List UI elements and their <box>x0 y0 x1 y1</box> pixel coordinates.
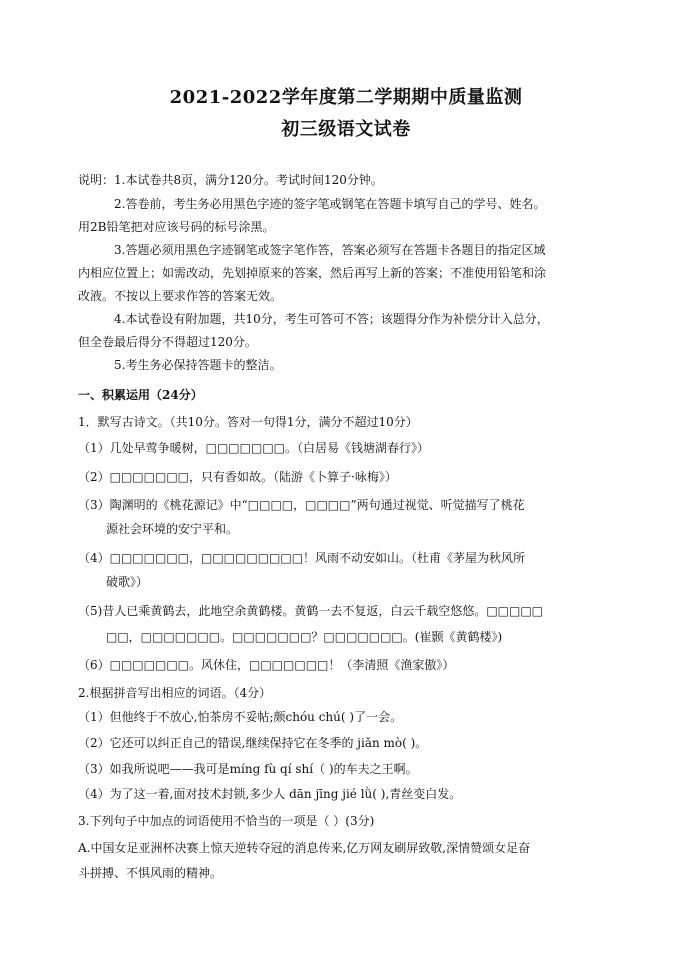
section-title: 一、积累运用（24分） <box>78 388 203 402</box>
instruction-line: 改液。不按以上要求作答的答案无效。 <box>78 289 283 303</box>
instruction-line: 3.答题必须用黑色字迹钢笔或签字笔作答，答案必须写在答题卡各题目的指定区域 <box>114 243 546 257</box>
question-item: （3）如我所说吧——我可是míng fù qí shí（ )的车夫之王啊。 <box>78 762 418 776</box>
question-item: □□，□□□□□□□。□□□□□□□？□□□□□□□。(崔颢《黄鹤楼》) <box>106 630 503 644</box>
question-item: （5)昔人已乘黄鹤去，此地空余黄鹤楼。黄鹤一去不复返，白云千载空悠悠。□□□□□ <box>78 604 544 618</box>
question-item: （4）□□□□□□□，□□□□□□□□□！风雨不动安如山。（杜甫《茅屋为秋风所 <box>78 551 526 565</box>
instruction-line: 但全卷最后得分不得超过120分。 <box>78 335 257 349</box>
question-item: （2）□□□□□□□，只有香如故。（陆游《卜算子·咏梅》） <box>78 470 397 484</box>
question-item: （4）为了这一着,面对技术封锁,多少人 dān jīng jié lǜ( ),青丝变白发。 <box>78 787 462 801</box>
question-stem: 1．默写古诗文。（共10分。答对一句得1分，满分不超过10分） <box>78 415 418 429</box>
answer-option: 斗拼搏、不惧风雨的精神。 <box>78 866 223 880</box>
question-item: 源社会环境的安宁平和。 <box>106 522 239 536</box>
question-item: 破歌》） <box>106 575 149 589</box>
instruction-line: 4.本试卷设有附加题，共10分，考生可答可不答；该题得分作为补偿分计入总分， <box>114 312 549 326</box>
instruction-line: 用2B铅笔把对应该号码的标号涂黑。 <box>78 220 275 234</box>
instruction-line: 内相应位置上；如需改动，先划掉原来的答案，然后再写上新的答案；不准使用铅笔和涂 <box>78 266 547 280</box>
instruction-line: 说明：1.本试卷共8页，满分120分。考试时间120分钟。 <box>78 173 383 187</box>
exam-subtitle: 初三级语文试卷 <box>281 119 411 140</box>
question-stem: 2.根据拼音写出相应的词语。（4分） <box>78 686 272 700</box>
question-item: （1）但他终于不放心,怕茶房不妥帖;颇chóu chú( )了一会。 <box>78 710 403 724</box>
question-item: （2）它还可以纠正自己的错误,继续保持它在冬季的 jiǎn mò( )。 <box>78 736 428 750</box>
question-item: （6）□□□□□□□。风休住，□□□□□□□！（李清照《渔家傲》） <box>78 658 455 672</box>
instruction-line: 5.考生务必保持答题卡的整洁。 <box>114 358 282 372</box>
question-stem: 3.下列句子中加点的词语使用不恰当的一项是（ ）(3分) <box>78 814 375 828</box>
question-item: （3）陶渊明的《桃花源记》中“□□□□，□□□□”两句通过视觉、听觉描写了桃花 <box>78 498 525 512</box>
instruction-line: 2.答卷前，考生务必用黑色字迹的签字笔或钢笔在答题卡填写自己的学号、姓名。 <box>114 197 546 211</box>
answer-option: A.中国女足亚洲杯决赛上惊天逆转夺冠的消息传来,亿万网友刷屏致敬,深情赞颂女足奋 <box>78 841 531 855</box>
question-item: （1）几处早莺争暖树，□□□□□□□。（白居易《钱塘湖春行》） <box>78 441 430 455</box>
exam-title: 2021-2022学年度第二学期期中质量监测 <box>169 87 523 108</box>
